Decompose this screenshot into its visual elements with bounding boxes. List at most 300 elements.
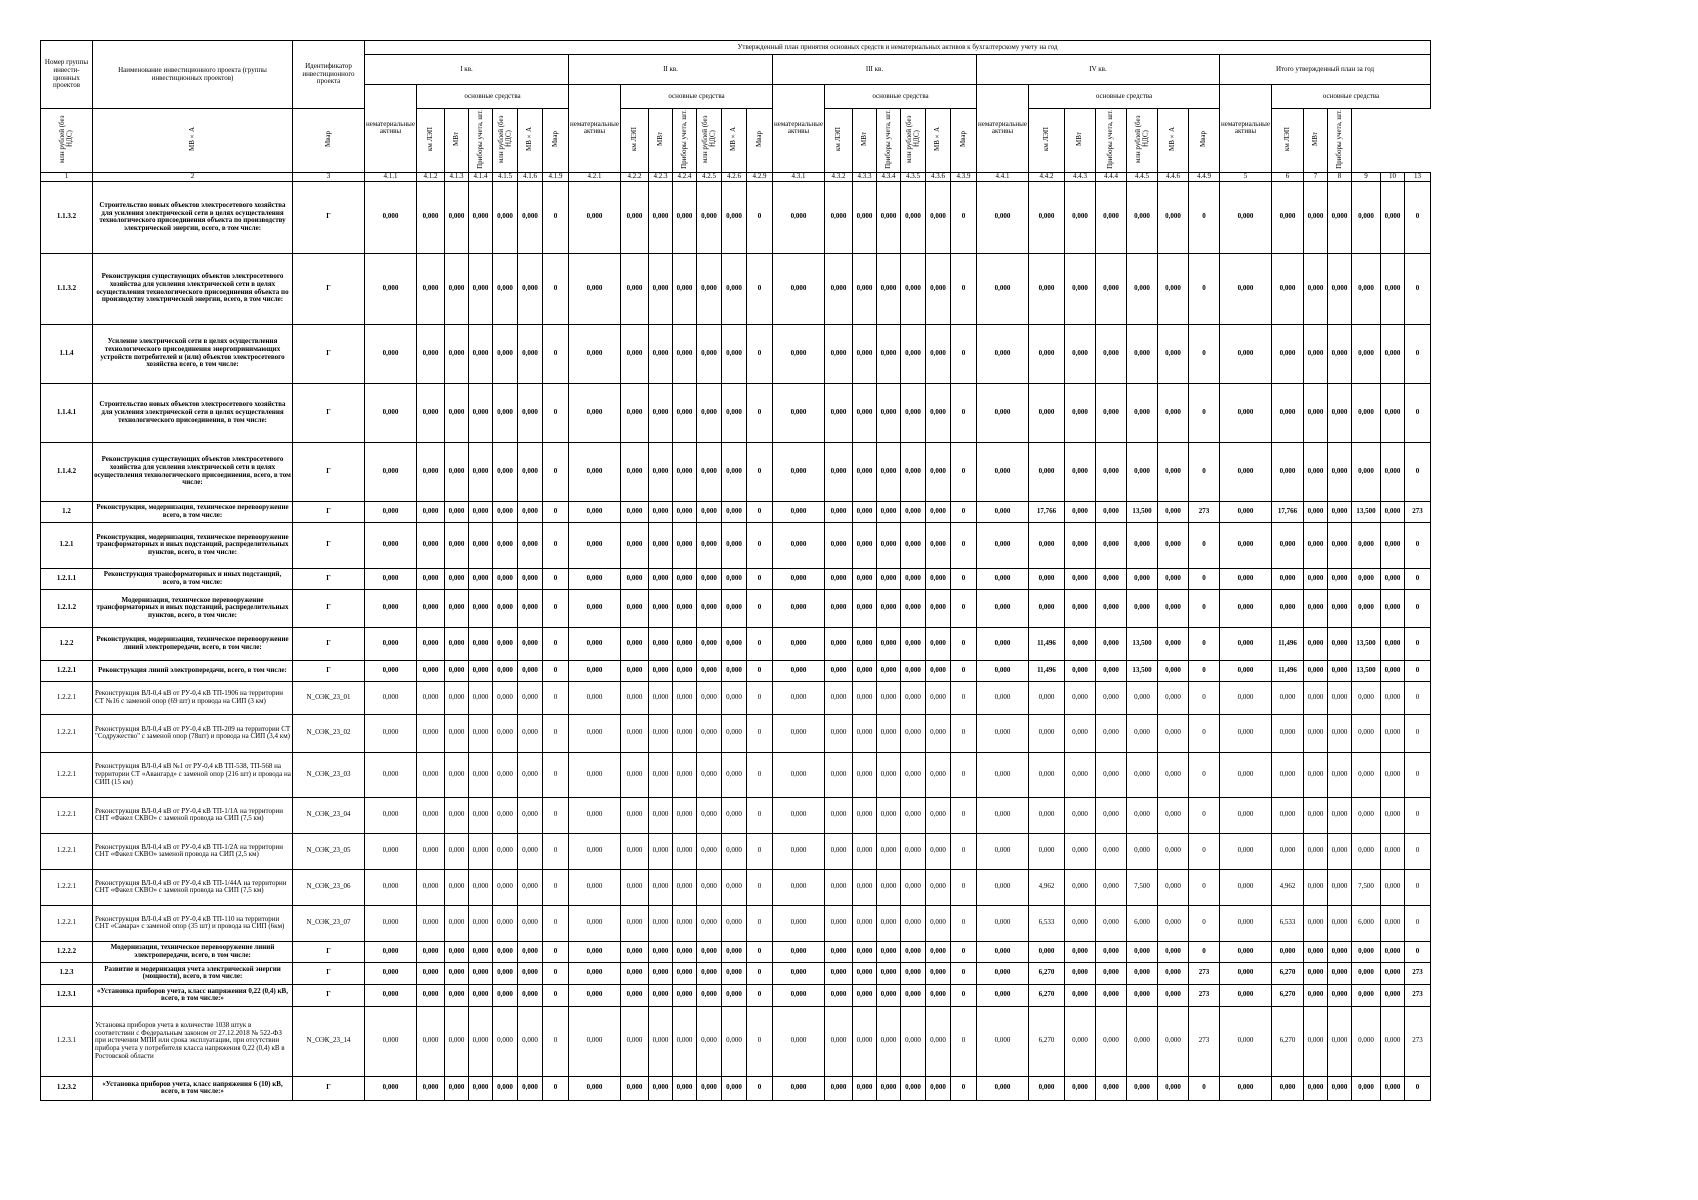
value-cell: 0,000 — [1220, 941, 1272, 962]
value-cell: 0,000 — [1065, 589, 1096, 627]
column-index: 4.2.5 — [697, 172, 722, 181]
value-cell: 0,000 — [1029, 181, 1065, 253]
value-cell: 0,000 — [445, 568, 469, 589]
value-cell: 0,000 — [773, 941, 825, 962]
value-cell: 0,000 — [445, 181, 469, 253]
value-cell: 0,000 — [621, 324, 649, 383]
value-cell: 0,000 — [1272, 589, 1304, 627]
value-cell: 0,000 — [1158, 324, 1189, 383]
group-number: 1.2.3.1 — [41, 1006, 93, 1076]
value-cell: 0 — [747, 984, 773, 1006]
value-cell: 0,000 — [1328, 442, 1352, 501]
header-project-name: Наименование инвестиционного проекта (группы инвестиционных проектов) — [93, 41, 293, 109]
value-cell: 0,000 — [1272, 941, 1304, 962]
value-cell: 0,000 — [697, 752, 722, 797]
value-cell: 0,000 — [1096, 905, 1127, 941]
value-cell: 0,000 — [722, 568, 747, 589]
value-cell: 0,000 — [697, 383, 722, 442]
value-cell: 0,000 — [853, 1076, 877, 1100]
value-cell: 0,000 — [926, 797, 951, 833]
value-cell: 0,000 — [518, 383, 543, 442]
value-cell: 0,000 — [621, 442, 649, 501]
unit-header — [1065, 109, 1096, 173]
value-cell: 0,000 — [1304, 833, 1328, 869]
table-row — [41, 833, 1431, 869]
value-cell: 0,000 — [621, 941, 649, 962]
value-cell: 0,000 — [977, 1076, 1029, 1100]
unit-label: Приборы учета, шт. — [475, 109, 484, 169]
value-cell: 13,500 — [1352, 627, 1381, 660]
project-id: Г — [293, 589, 365, 627]
value-cell: 0,000 — [977, 833, 1029, 869]
project-id: Г — [293, 984, 365, 1006]
value-cell: 0 — [543, 962, 569, 984]
value-cell: 0,000 — [569, 941, 621, 962]
value-cell: 0 — [951, 660, 977, 681]
value-cell: 0,000 — [569, 501, 621, 522]
value-cell: 0,000 — [493, 1006, 518, 1076]
value-cell: 0,000 — [1065, 941, 1096, 962]
table-row — [41, 1076, 1431, 1100]
value-cell: 0 — [543, 797, 569, 833]
column-index: 5 — [1220, 172, 1272, 181]
value-cell: 0,000 — [722, 660, 747, 681]
value-cell: 0,000 — [1096, 1076, 1127, 1100]
value-cell: 0,000 — [1381, 1076, 1405, 1100]
value-cell: 0,000 — [901, 627, 926, 660]
value-cell: 0,000 — [469, 253, 493, 324]
value-cell: 0,000 — [445, 941, 469, 962]
value-cell: 0,000 — [445, 1076, 469, 1100]
value-cell: 0,000 — [1029, 442, 1065, 501]
value-cell: 0 — [951, 253, 977, 324]
value-cell: 0,000 — [649, 660, 673, 681]
value-cell: 0,000 — [1272, 752, 1304, 797]
unit-header — [493, 109, 518, 173]
value-cell: 0,000 — [621, 181, 649, 253]
value-cell: 0,000 — [853, 833, 877, 869]
unit-header — [1158, 109, 1189, 173]
value-cell: 6,270 — [1029, 962, 1065, 984]
value-cell: 0,000 — [673, 869, 697, 905]
value-cell: 0,000 — [722, 833, 747, 869]
value-cell: 0,000 — [722, 1006, 747, 1076]
unit-label: МВ×А — [933, 127, 942, 151]
value-cell: 0,000 — [977, 905, 1029, 941]
unit-header — [747, 109, 773, 173]
value-cell: 0,000 — [773, 589, 825, 627]
value-cell: 0,000 — [901, 522, 926, 568]
value-cell: 0,000 — [901, 681, 926, 714]
unit-header — [621, 109, 649, 173]
value-cell: 0,000 — [493, 383, 518, 442]
intangible-assets-header: нематериальные активы — [1220, 85, 1272, 173]
value-cell: 0,000 — [1272, 383, 1304, 442]
unit-label: Мвар — [323, 130, 332, 148]
value-cell: 0,000 — [1352, 797, 1381, 833]
value-cell: 0,000 — [1304, 681, 1328, 714]
value-cell: 0 — [1405, 941, 1431, 962]
value-cell: 0,000 — [365, 869, 417, 905]
unit-label: МВ×А — [187, 127, 196, 151]
value-cell: 0,000 — [825, 681, 853, 714]
project-name: Реконструкция, модернизация, техническое перевооружение всего, в том числе: — [93, 501, 293, 522]
unit-label: млн рублей (без НДС) — [700, 115, 716, 163]
value-cell: 0,000 — [1328, 869, 1352, 905]
project-name: Реконструкция ВЛ-0,4 кВ №1 от РУ-0,4 кВ ТП-538, ТП-568 на территории СТ «Авангард» с заменой опор (216 шт) и провода на СИП (15 км) — [93, 752, 293, 797]
unit-header — [1272, 109, 1304, 173]
value-cell: 273 — [1405, 962, 1431, 984]
value-cell: 0,000 — [1158, 797, 1189, 833]
value-cell: 0,000 — [1127, 181, 1158, 253]
value-cell: 0,000 — [1352, 181, 1381, 253]
value-cell: 0,000 — [1272, 253, 1304, 324]
value-cell: 4,962 — [1272, 869, 1304, 905]
value-cell: 13,500 — [1127, 627, 1158, 660]
project-name: Реконструкция ВЛ-0,4 кВ от РУ-0,4 кВ ТП-209 на территории СТ "Содружество" с заменой опор (78шт) и провода на СИП (3,4 км) — [93, 714, 293, 752]
value-cell: 0,000 — [722, 383, 747, 442]
fixed-assets-header: основные средства — [1029, 85, 1220, 109]
column-index: 4.4.3 — [1065, 172, 1096, 181]
value-cell: 0,000 — [773, 627, 825, 660]
value-cell: 0 — [543, 660, 569, 681]
value-cell: 0,000 — [901, 442, 926, 501]
value-cell: 0,000 — [1158, 681, 1189, 714]
value-cell: 0,000 — [1158, 568, 1189, 589]
value-cell: 11,496 — [1272, 627, 1304, 660]
table-row — [41, 442, 1431, 501]
project-name: Реконструкция, модернизация, техническое перевооружение линий электропередачи, всего, в том числе: — [93, 627, 293, 660]
value-cell: 0,000 — [649, 797, 673, 833]
group-number: 1.2.2.1 — [41, 714, 93, 752]
value-cell: 273 — [1189, 501, 1220, 522]
value-cell: 0,000 — [926, 905, 951, 941]
value-cell: 0,000 — [853, 501, 877, 522]
value-cell: 0,000 — [365, 833, 417, 869]
group-number: 1.2.2.1 — [41, 660, 93, 681]
value-cell: 0,000 — [1220, 501, 1272, 522]
value-cell: 0,000 — [621, 984, 649, 1006]
value-cell: 0 — [543, 941, 569, 962]
unit-label: МВ×А — [1168, 127, 1177, 151]
value-cell: 0 — [1405, 797, 1431, 833]
value-cell: 0,000 — [649, 627, 673, 660]
value-cell: 0,000 — [1029, 568, 1065, 589]
value-cell: 0,000 — [1029, 797, 1065, 833]
value-cell: 0 — [543, 383, 569, 442]
quarter-header: III кв. — [773, 55, 977, 85]
value-cell: 0,000 — [518, 833, 543, 869]
value-cell: 0,000 — [518, 442, 543, 501]
value-cell: 0,000 — [1304, 253, 1328, 324]
project-id: Г — [293, 181, 365, 253]
value-cell: 0,000 — [493, 660, 518, 681]
value-cell: 0,000 — [697, 568, 722, 589]
value-cell: 0 — [951, 442, 977, 501]
value-cell: 0,000 — [722, 941, 747, 962]
value-cell: 0,000 — [977, 324, 1029, 383]
value-cell: 0,000 — [926, 568, 951, 589]
value-cell: 0,000 — [673, 181, 697, 253]
value-cell: 0,000 — [365, 627, 417, 660]
value-cell: 0 — [747, 905, 773, 941]
value-cell: 0,000 — [1272, 1076, 1304, 1100]
value-cell: 0,000 — [445, 501, 469, 522]
value-cell: 0 — [1189, 589, 1220, 627]
value-cell: 0,000 — [977, 627, 1029, 660]
value-cell: 0,000 — [1328, 1006, 1352, 1076]
value-cell: 0,000 — [493, 1076, 518, 1100]
value-cell: 0,000 — [1096, 869, 1127, 905]
project-id: Г — [293, 324, 365, 383]
value-cell: 0,000 — [1096, 522, 1127, 568]
value-cell: 0,000 — [518, 501, 543, 522]
value-cell: 0,000 — [493, 962, 518, 984]
project-name: Модернизация, техническое перевооружение трансформаторных и иных подстанций, распределительных пунктов, всего, в том числе: — [93, 589, 293, 627]
value-cell: 0,000 — [365, 714, 417, 752]
column-index: 4.1.6 — [518, 172, 543, 181]
value-cell: 0,000 — [722, 752, 747, 797]
value-cell: 0,000 — [417, 714, 445, 752]
value-cell: 0,000 — [773, 905, 825, 941]
project-name: Строительство новых объектов электросетевого хозяйства для усиления электрической сети в целях осуществления технологического присоединения объекта по производству электрической энергии, всего, в том числе: — [93, 181, 293, 253]
value-cell: 0,000 — [1158, 833, 1189, 869]
value-cell: 0 — [543, 253, 569, 324]
project-name: Реконструкция, модернизация, техническое перевооружение трансформаторных и иных подстанций, распределительных пунктов, всего, в том числе: — [93, 522, 293, 568]
value-cell: 0,000 — [1272, 797, 1304, 833]
value-cell: 0,000 — [1304, 181, 1328, 253]
value-cell: 0,000 — [469, 984, 493, 1006]
value-cell: 0,000 — [1381, 442, 1405, 501]
project-id: N_ОЭК_23_06 — [293, 869, 365, 905]
value-cell: 0,000 — [853, 522, 877, 568]
project-name: Реконструкция ВЛ-0,4 кВ от РУ-0,4 кВ ТП-1/1А на территории СНТ «Факел СКВО» с заменой провода на СИП (7,5 км) — [93, 797, 293, 833]
unit-label: Мвар — [550, 130, 559, 148]
value-cell: 0,000 — [1127, 941, 1158, 962]
group-number: 1.1.4.1 — [41, 383, 93, 442]
value-cell: 0,000 — [649, 962, 673, 984]
value-cell: 0,000 — [722, 253, 747, 324]
column-index: 4.4.2 — [1029, 172, 1065, 181]
value-cell: 0,000 — [621, 905, 649, 941]
value-cell: 0,000 — [1304, 589, 1328, 627]
value-cell: 0,000 — [518, 1006, 543, 1076]
value-cell: 0,000 — [569, 1076, 621, 1100]
value-cell: 0,000 — [1127, 1076, 1158, 1100]
quarter-header: I кв. — [365, 55, 569, 85]
group-number: 1.2.2.1 — [41, 833, 93, 869]
value-cell: 0 — [1405, 383, 1431, 442]
column-index: 4.1.1 — [365, 172, 417, 181]
value-cell: 0,000 — [1304, 324, 1328, 383]
value-cell: 0,000 — [877, 984, 901, 1006]
value-cell: 0,000 — [877, 253, 901, 324]
value-cell: 0,000 — [365, 522, 417, 568]
value-cell: 0,000 — [1381, 905, 1405, 941]
header-plan-title: Утвержденный план принятия основных средств и нематериальных активов к бухгалтерскому учету на год — [365, 41, 1431, 55]
value-cell: 0,000 — [673, 383, 697, 442]
table-row — [41, 324, 1431, 383]
column-index: 4.3.4 — [877, 172, 901, 181]
value-cell: 0,000 — [1328, 833, 1352, 869]
value-cell: 0,000 — [1220, 1006, 1272, 1076]
value-cell: 0,000 — [1065, 797, 1096, 833]
value-cell: 0 — [747, 442, 773, 501]
value-cell: 0,000 — [901, 752, 926, 797]
value-cell: 0,000 — [1381, 253, 1405, 324]
value-cell: 0,000 — [1220, 752, 1272, 797]
value-cell: 0,000 — [673, 627, 697, 660]
column-index: 4.3.5 — [901, 172, 926, 181]
value-cell: 0,000 — [1381, 568, 1405, 589]
unit-label: МВ×А — [729, 127, 738, 151]
value-cell: 0 — [747, 660, 773, 681]
value-cell: 0 — [1405, 589, 1431, 627]
project-id: Г — [293, 253, 365, 324]
value-cell: 0,000 — [901, 501, 926, 522]
value-cell: 0,000 — [365, 905, 417, 941]
value-cell: 0,000 — [773, 681, 825, 714]
table-row — [41, 589, 1431, 627]
value-cell: 0 — [747, 869, 773, 905]
fixed-assets-header: основные средства — [825, 85, 977, 109]
table-row — [41, 869, 1431, 905]
fixed-assets-header: основные средства — [1272, 85, 1431, 109]
value-cell: 0,000 — [469, 627, 493, 660]
column-index: 4.3.2 — [825, 172, 853, 181]
project-name: Реконструкция существующих объектов электросетевого хозяйства для усиления электрической сети в целях осуществления технологического присоединения объекта по производству электрической энергии, всего, в том числе: — [93, 253, 293, 324]
value-cell: 0,000 — [1158, 253, 1189, 324]
group-number: 1.2.2.1 — [41, 752, 93, 797]
value-cell: 0,000 — [901, 905, 926, 941]
value-cell: 0,000 — [1065, 714, 1096, 752]
value-cell: 0,000 — [853, 1006, 877, 1076]
value-cell: 0,000 — [469, 681, 493, 714]
value-cell: 0 — [747, 501, 773, 522]
value-cell: 0,000 — [697, 869, 722, 905]
table-row — [41, 1006, 1431, 1076]
value-cell: 0,000 — [569, 714, 621, 752]
value-cell: 0,000 — [926, 442, 951, 501]
header-project-id: Идентификатор инвестиционного проекта — [293, 41, 365, 109]
value-cell: 0 — [1189, 442, 1220, 501]
value-cell: 0,000 — [1029, 941, 1065, 962]
value-cell: 0,000 — [1381, 660, 1405, 681]
value-cell: 0,000 — [825, 1076, 853, 1100]
column-index: 3 — [293, 172, 365, 181]
value-cell: 0,000 — [722, 869, 747, 905]
value-cell: 0 — [1405, 869, 1431, 905]
table-row — [41, 962, 1431, 984]
value-cell: 0,000 — [901, 324, 926, 383]
value-cell: 0,000 — [1096, 501, 1127, 522]
value-cell: 0,000 — [1304, 442, 1328, 501]
project-name: Усиление электрической сети в целях осуществления технологического присоединения энергопринимающих устройств потребителей и (или) объектов электросетевого хозяйства всего, в том числе: — [93, 324, 293, 383]
value-cell: 0 — [747, 1076, 773, 1100]
value-cell: 13,500 — [1127, 660, 1158, 681]
value-cell: 0 — [1405, 442, 1431, 501]
value-cell: 0,000 — [417, 181, 445, 253]
value-cell: 0,000 — [773, 253, 825, 324]
value-cell: 0,000 — [773, 1006, 825, 1076]
value-cell: 0,000 — [1065, 962, 1096, 984]
value-cell: 0,000 — [621, 714, 649, 752]
value-cell: 0,000 — [1352, 833, 1381, 869]
value-cell: 0,000 — [1352, 442, 1381, 501]
value-cell: 0,000 — [493, 984, 518, 1006]
value-cell: 0,000 — [1127, 984, 1158, 1006]
value-cell: 0,000 — [1065, 752, 1096, 797]
project-id: Г — [293, 568, 365, 589]
value-cell: 273 — [1405, 501, 1431, 522]
value-cell: 0,000 — [365, 181, 417, 253]
value-cell: 0 — [951, 714, 977, 752]
table-row — [41, 568, 1431, 589]
value-cell: 0,000 — [569, 752, 621, 797]
value-cell: 0,000 — [1220, 568, 1272, 589]
project-name: «Установка приборов учета, класс напряжения 0,22 (0,4) кВ, всего, в том числе:» — [93, 984, 293, 1006]
unit-label: Приборы учета, шт. — [883, 109, 892, 169]
group-number: 1.2.2.1 — [41, 797, 93, 833]
project-name: Развитие и модернизация учета электрической энергии (мощности), всего, в том числе: — [93, 962, 293, 984]
column-index: 13 — [1405, 172, 1431, 181]
value-cell: 0,000 — [518, 681, 543, 714]
value-cell: 0,000 — [493, 522, 518, 568]
value-cell: 0 — [951, 568, 977, 589]
value-cell: 0 — [1405, 522, 1431, 568]
value-cell: 0,000 — [1272, 522, 1304, 568]
column-index: 4.4.5 — [1127, 172, 1158, 181]
fixed-assets-header: основные средства — [621, 85, 773, 109]
value-cell: 0,000 — [1304, 984, 1328, 1006]
value-cell: 0 — [543, 627, 569, 660]
value-cell: 0,000 — [901, 797, 926, 833]
value-cell: 0,000 — [853, 253, 877, 324]
value-cell: 0,000 — [493, 714, 518, 752]
value-cell: 0,000 — [926, 714, 951, 752]
group-number: 1.2.3.2 — [41, 1076, 93, 1100]
value-cell: 0,000 — [853, 752, 877, 797]
unit-header — [293, 109, 365, 173]
unit-label: млн рублей (без НДС) — [904, 115, 920, 163]
value-cell: 0,000 — [1127, 681, 1158, 714]
value-cell: 0,000 — [569, 962, 621, 984]
value-cell: 0,000 — [673, 984, 697, 1006]
value-cell: 0,000 — [493, 627, 518, 660]
value-cell: 0,000 — [697, 797, 722, 833]
value-cell: 0,000 — [1065, 522, 1096, 568]
group-number: 1.2 — [41, 501, 93, 522]
value-cell: 0,000 — [518, 522, 543, 568]
value-cell: 0,000 — [445, 869, 469, 905]
value-cell: 0,000 — [1158, 442, 1189, 501]
column-index: 4.3.9 — [951, 172, 977, 181]
value-cell: 0,000 — [445, 660, 469, 681]
unit-label: км ЛЭП — [629, 126, 638, 151]
value-cell: 0,000 — [825, 442, 853, 501]
project-id: N_ОЭК_23_03 — [293, 752, 365, 797]
value-cell: 0,000 — [1127, 568, 1158, 589]
value-cell: 0,000 — [518, 627, 543, 660]
value-cell: 0,000 — [722, 681, 747, 714]
value-cell: 0,000 — [417, 869, 445, 905]
value-cell: 0,000 — [1127, 442, 1158, 501]
value-cell: 0,000 — [1065, 1006, 1096, 1076]
value-cell: 0,000 — [1352, 681, 1381, 714]
table-row — [41, 522, 1431, 568]
value-cell: 0,000 — [1272, 324, 1304, 383]
value-cell: 0 — [543, 714, 569, 752]
